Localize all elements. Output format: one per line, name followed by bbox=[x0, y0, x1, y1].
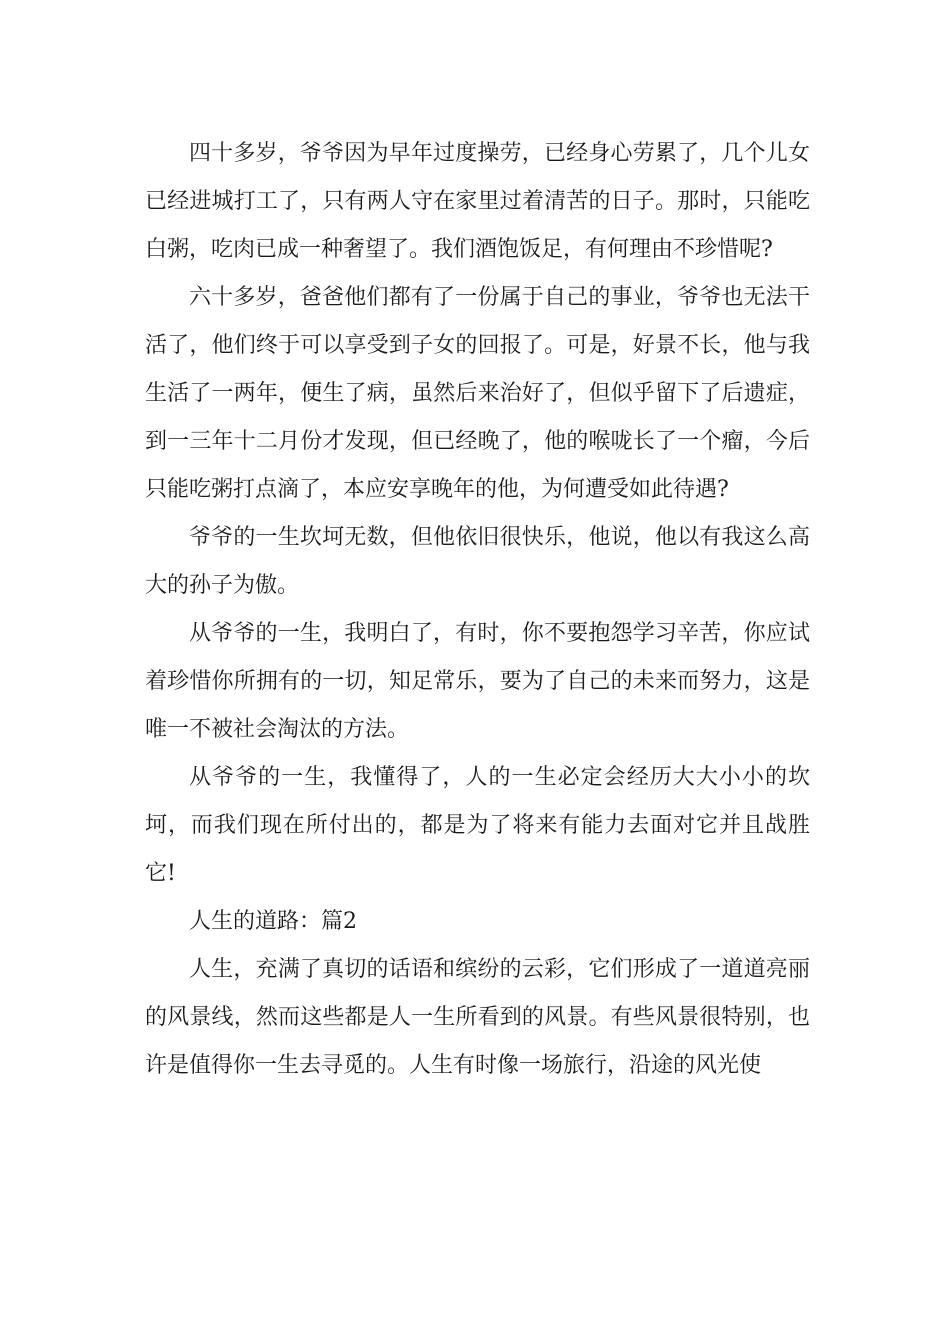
section-heading: 人生的道路：篇2 bbox=[189, 909, 357, 934]
paragraph-lesson-cherish: 从爷爷的一生，我明白了，有时，你不要抱怨学习辛苦，你应试着珍惜你所拥有的一切，知足常乐，要为了自己的未来而努力，这是唯一不被社会淘汰的方法。 bbox=[145, 621, 810, 742]
paragraph-lesson-hardship: 从爷爷的一生，我懂得了，人的一生必定会经历大大小小的坎坷，而我们现在所付出的，都是为了将来有能力去面对它并且战胜它! bbox=[145, 765, 810, 886]
paragraph-age-sixty: 六十多岁，爸爸他们都有了一份属于自己的事业，爷爷也无法干活了，他们终于可以享受到子女的回报了。可是，好景不长，他与我生活了一两年，便生了病，虽然后来治好了，但似乎留下了后遗症，到一三年十二月份才发现，但已经晚了，他的喉咙长了一个瘤，今后只能吃粥打点滴了，本应安享晚年的他，为何遭受如此待遇? bbox=[145, 285, 810, 502]
paragraph-age-forty: 四十多岁，爷爷因为早年过度操劳，已经身心劳累了，几个儿女已经进城打工了，只有两人守在家里过着清苦的日子。那时，只能吃白粥，吃肉已成一种奢望了。我们酒饱饭足，有何理由不珍惜呢? bbox=[145, 141, 810, 262]
paragraph-grandpa-happy: 爷爷的一生坎坷无数，但他依旧很快乐，他说，他以有我这么高大的孙子为傲。 bbox=[145, 525, 810, 598]
paragraph-life-scenery: 人生，充满了真切的话语和缤纷的云彩，它们形成了一道道亮丽的风景线，然而这些都是人一生所看到的风景。有些风景很特别，也许是值得你一生去寻觅的。人生有时像一场旅行，沿途的风光使 bbox=[145, 957, 810, 1078]
document-body bbox=[145, 130, 810, 1090]
